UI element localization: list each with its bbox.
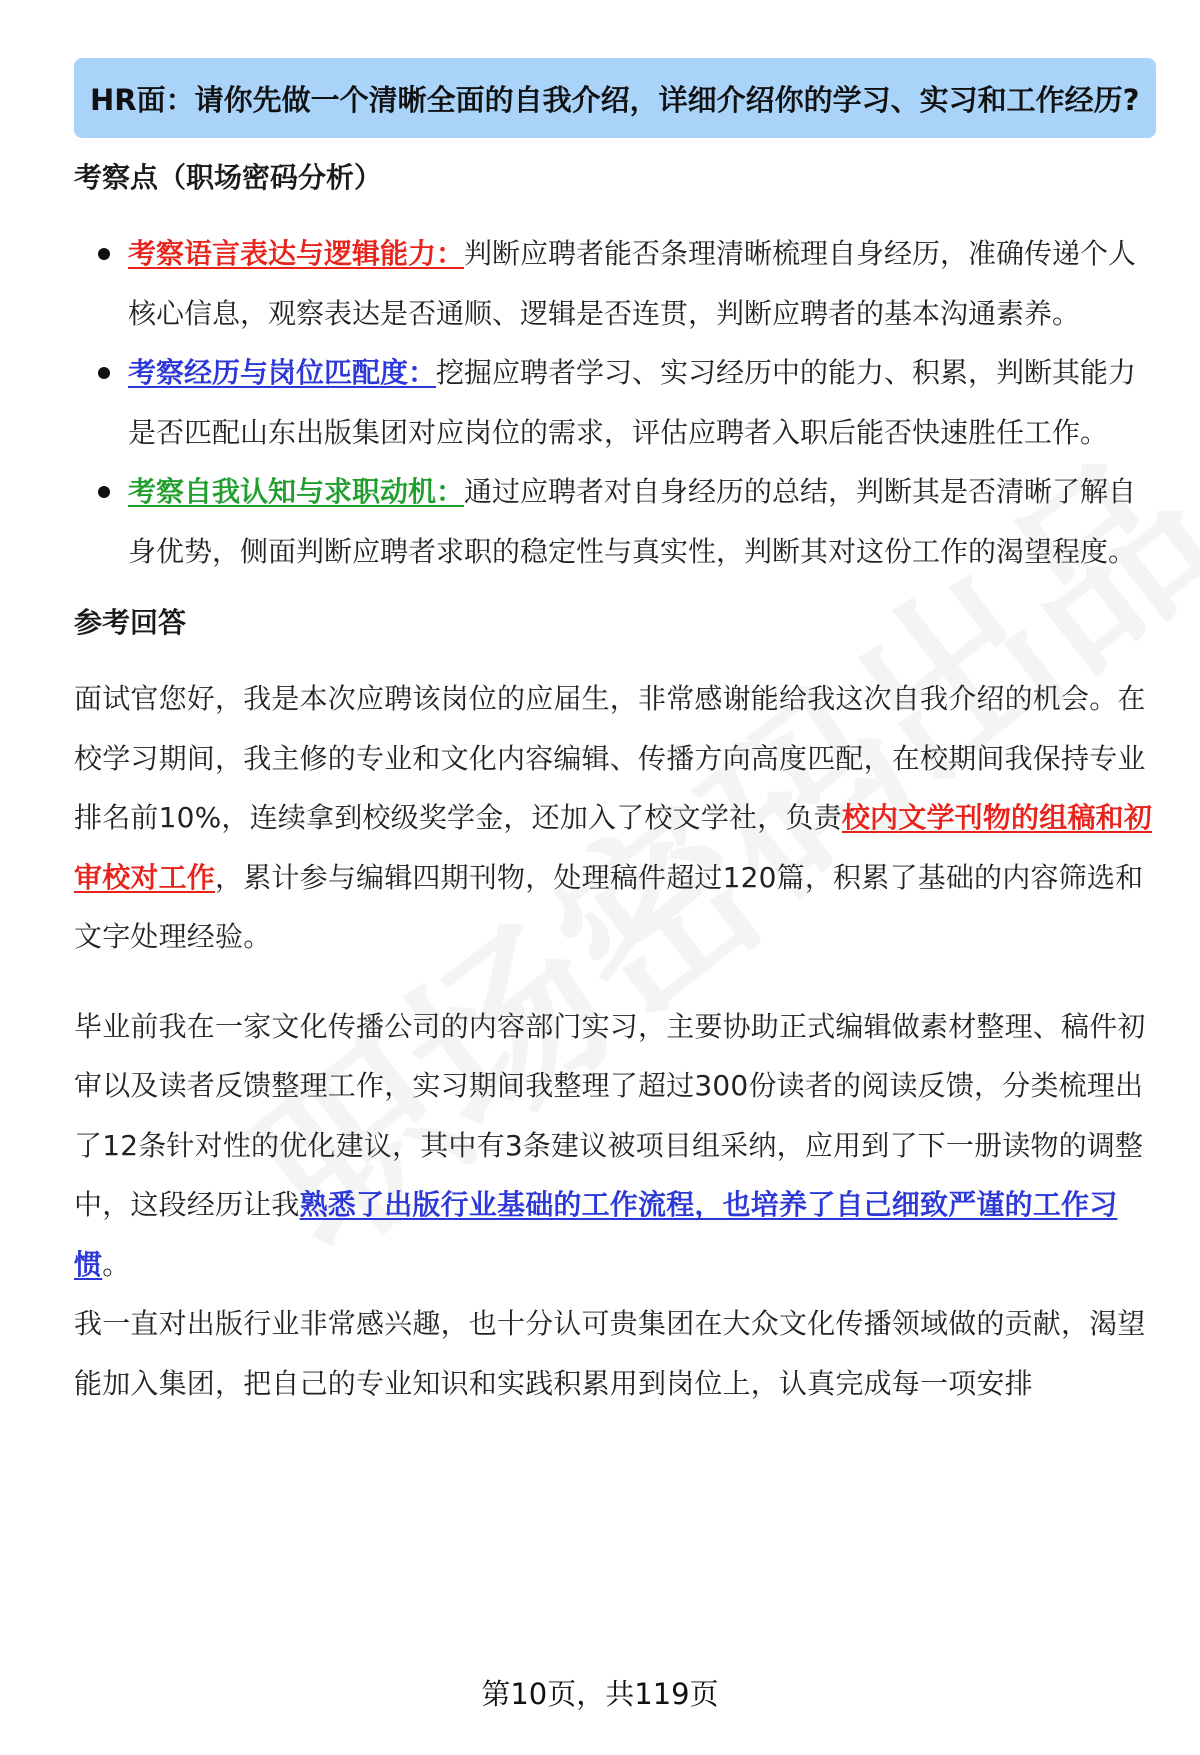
point-body: 通过应聘者对自身经历的总结，判断其是否清晰了解自身优势，侧面判断应聘者求职的稳定性与真实性，判断其对这份工作的渴望程度。 [128, 475, 1137, 568]
paragraph-text: ，累计参与编辑四期刊物，处理稿件超过120篇，积累了基础的内容筛选和文字处理经验。 [74, 860, 1144, 953]
assessment-point [74, 343, 1156, 462]
paragraph-text: 毕业前我在一家文化传播公司的内容部门实习，主要协助正式编辑做素材整理、稿件初审以及读者反馈整理工作，实习期间我整理了超过300份读者的阅读反馈，分类梳理出了12条针对性的优化建议，其中有3条建议被项目组采纳，应用到了下一册读物的调整中，这段经历让我 [74, 1009, 1146, 1221]
highlight-red: 校内文学刊物的组稿和初审校对工作 [74, 801, 1153, 894]
assessment-point [74, 462, 1156, 581]
highlight-blue: 熟悉了出版行业基础的工作流程，也培养了自己细致严谨的工作习惯 [74, 1188, 1118, 1281]
bullet-icon [98, 367, 110, 379]
page-number: 第10页，共119页 [481, 1677, 719, 1711]
point-body: 判断应聘者能否条理清晰梳理自身经历，准确传递个人核心信息，观察表达是否通顺、逻辑是否连贯，判断应聘者的基本沟通素养。 [128, 237, 1137, 330]
answer-title: 参考回答 [74, 606, 187, 639]
answer-paragraph-1 [74, 669, 1156, 967]
assessment-title: 考察点（职场密码分析） [74, 161, 383, 194]
paragraph-text: 。 [102, 1247, 131, 1281]
assessment-points [74, 224, 1156, 581]
question-text: HR面：请你先做一个清晰全面的自我介绍，详细介绍你的学习、实习和工作经历? [90, 83, 1140, 117]
assessment-point [74, 224, 1156, 343]
bullet-icon [98, 248, 110, 260]
bullet-icon [98, 486, 110, 498]
point-title: 考察语言表达与逻辑能力： [128, 237, 465, 270]
point-title: 考察自我认知与求职动机： [128, 475, 465, 508]
paragraph-text: 面试官您好，我是本次应聘该岗位的应届生，非常感谢能给我这次自我介绍的机会。在校学习期间，我主修的专业和文化内容编辑、传播方向高度匹配，在校期间我保持专业排名前10%，连续拿到校级奖学金，还加入了校文学社，负责 [74, 682, 1146, 834]
question-box [74, 58, 1156, 138]
answer-paragraph-2 [74, 997, 1156, 1295]
paragraph-text: 我一直对出版行业非常感兴趣，也十分认可贵集团在大众文化传播领域做的贡献，渴望能加入集团，把自己的专业知识和实践积累用到岗位上，认真完成每一项安排 [74, 1307, 1146, 1400]
document-page [74, 58, 1156, 1413]
point-title: 考察经历与岗位匹配度： [128, 356, 437, 389]
point-body: 挖掘应聘者学习、实习经历中的能力、积累，判断其能力是否匹配山东出版集团对应岗位的需求，评估应聘者入职后能否快速胜任工作。 [128, 356, 1137, 449]
answer-paragraph-3 [74, 1294, 1156, 1413]
